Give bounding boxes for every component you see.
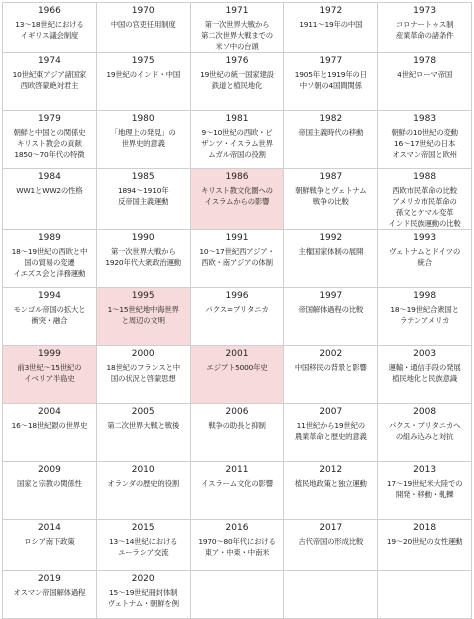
year-label: 1975 xyxy=(131,56,155,66)
topic-text: 13～18世紀における イギリス議会制度 xyxy=(15,20,84,40)
year-cell xyxy=(190,3,284,53)
year-label: 1976 xyxy=(225,56,249,66)
year-cell xyxy=(3,462,97,520)
year-cell xyxy=(3,230,97,288)
year-label: 2015 xyxy=(131,523,155,533)
year-cell xyxy=(284,111,378,169)
year-label: 1990 xyxy=(131,233,155,243)
topic-text: 帝国主義時代の移動 xyxy=(298,128,364,137)
topic-text: パクス・ブリタニカへ の組み込みと対抗 xyxy=(388,421,461,441)
year-label: 2020 xyxy=(131,574,155,584)
year-label: 2013 xyxy=(413,465,437,475)
year-cell xyxy=(96,520,190,571)
topic-text: 18～19世紀合衆国と ラテンアメリカ xyxy=(390,305,459,325)
topic-text: 1905年と1919年の日 中ソ朝の4国間関係 xyxy=(294,70,367,90)
table-row xyxy=(3,404,472,462)
topic-text: 18～19世紀の西欧と中 国の貿易の変遷 イエズス会と洋務運動 xyxy=(11,247,88,278)
year-label: 1997 xyxy=(319,291,343,301)
year-label: 1973 xyxy=(413,6,437,16)
table-row xyxy=(3,230,472,288)
year-label: 1994 xyxy=(37,291,61,301)
table-row xyxy=(3,53,472,111)
year-label: 1980 xyxy=(131,114,155,124)
year-label: 1971 xyxy=(225,6,249,16)
year-label: 2004 xyxy=(37,407,61,417)
year-cell xyxy=(3,571,97,619)
year-cell xyxy=(284,169,378,230)
year-label: 2011 xyxy=(225,465,249,475)
year-cell xyxy=(3,3,97,53)
year-cell xyxy=(284,288,378,346)
year-cell xyxy=(3,53,97,111)
topic-text: 19世紀の統一国家建設 鉄道と植民地化 xyxy=(200,70,274,90)
year-label: 1981 xyxy=(225,114,249,124)
year-label: 2009 xyxy=(37,465,61,475)
topic-text: 国家と宗教の関係性 xyxy=(17,479,82,488)
year-label: 1977 xyxy=(319,56,343,66)
year-cell xyxy=(96,111,190,169)
year-label: 2000 xyxy=(131,349,155,359)
year-cell xyxy=(378,346,472,404)
topic-text: オスマン帝国解体過程 xyxy=(13,588,86,597)
year-label: 1982 xyxy=(319,114,343,124)
year-cell xyxy=(378,520,472,571)
topic-text: 第一次世界大戦から 1920年代大衆政治運動 xyxy=(105,247,181,267)
topic-text: 古代帝国の形成比較 xyxy=(298,537,364,546)
year-label: 1979 xyxy=(37,114,61,124)
topic-text: 中国の官吏任用制度 xyxy=(110,20,176,29)
topic-text: WW1とWW2の性格 xyxy=(16,186,83,195)
topic-text: 帝国解体過程の比較 xyxy=(298,305,364,314)
year-cell xyxy=(3,520,97,571)
topic-text: 11世紀から19世紀の 農業革命と歴史的意義 xyxy=(294,421,367,441)
year-cell xyxy=(190,53,284,111)
year-label: 2012 xyxy=(319,465,343,475)
year-label: 1984 xyxy=(37,172,61,182)
topic-text: ヴェトナムとドイツの 統合 xyxy=(389,247,461,267)
topic-text: 19～20世紀の女性運動 xyxy=(386,537,463,546)
year-cell xyxy=(3,404,97,462)
empty-cell xyxy=(190,571,284,619)
topic-text: 1911～19年の中国 xyxy=(299,20,363,29)
topic-text: 第二次世界大戦と戦後 xyxy=(107,421,180,430)
year-label: 2018 xyxy=(413,523,437,533)
topic-text: 9～10世紀の西欧・ビ ザンツ・イスラム世界 ムガル帝国の役割 xyxy=(201,128,273,159)
year-label: 1983 xyxy=(413,114,437,124)
year-cell xyxy=(3,111,97,169)
year-label: 1993 xyxy=(413,233,437,243)
year-cell xyxy=(96,288,190,346)
year-cell xyxy=(190,346,284,404)
topic-text: モンゴル帝国の拡大と 衝突・融合 xyxy=(13,305,86,325)
year-cell xyxy=(96,53,190,111)
topic-text: 西欧市民革命の比較 アメリカ市民革命の 孫文とケマル変革 インド民族運動の比較 xyxy=(388,186,461,228)
year-cell xyxy=(96,3,190,53)
year-cell xyxy=(3,346,97,404)
year-cell xyxy=(96,346,190,404)
table-row xyxy=(3,571,472,619)
year-label: 2003 xyxy=(413,349,437,359)
year-cell xyxy=(378,3,472,53)
year-label: 1995 xyxy=(131,291,155,301)
topic-text: 17～19世紀米大陸での 開発・移動・軋轢 xyxy=(386,479,463,499)
year-cell xyxy=(378,169,472,230)
year-cell xyxy=(190,404,284,462)
topic-text: 10～17世紀西アジア・ 西欧・南アジアの体制 xyxy=(199,247,275,267)
table-row xyxy=(3,169,472,230)
topic-text: エジプト5000年史 xyxy=(206,363,268,372)
topic-text: 13～14世紀における ユーラシア交流 xyxy=(109,537,178,557)
year-label: 2016 xyxy=(225,523,249,533)
year-label: 2007 xyxy=(319,407,343,417)
year-label: 2008 xyxy=(413,407,437,417)
year-label: 2002 xyxy=(319,349,343,359)
year-label: 1989 xyxy=(37,233,61,243)
topic-text: イスラーム文化の影響 xyxy=(201,479,273,488)
year-label: 1974 xyxy=(37,56,61,66)
year-label: 1972 xyxy=(319,6,343,16)
topic-text: コロナートゥス制 産業革命の諸条件 xyxy=(395,20,454,40)
year-cell xyxy=(96,169,190,230)
year-cell xyxy=(378,288,472,346)
year-label: 1999 xyxy=(37,349,61,359)
year-cell xyxy=(284,520,378,571)
year-cell xyxy=(96,462,190,520)
topic-text: 中国移民の背景と影響 xyxy=(294,363,367,372)
table-row xyxy=(3,462,472,520)
year-cell xyxy=(190,462,284,520)
year-label: 2019 xyxy=(37,574,61,584)
year-label: 1988 xyxy=(413,172,437,182)
empty-cell xyxy=(284,571,378,619)
empty-cell xyxy=(378,571,472,619)
year-cell xyxy=(190,288,284,346)
topic-text: 運輸・通信手段の発展 植民地化と民族意識 xyxy=(388,363,461,383)
year-label: 1991 xyxy=(225,233,249,243)
topic-text: 朝鮮と中国との関係史 キリスト教会の貢献 1850～70年代の特徴 xyxy=(13,128,86,159)
year-label: 1970 xyxy=(131,6,155,16)
topic-text: 1970～80年代における 東ア・中東・中南米 xyxy=(198,537,276,557)
topic-text: 19世紀のインド・中国 xyxy=(106,70,181,79)
year-cell xyxy=(378,404,472,462)
year-cell xyxy=(378,53,472,111)
year-label: 2005 xyxy=(131,407,155,417)
topic-text: 朝鮮戦争とヴェトナム 戦争の比較 xyxy=(295,186,367,206)
exam-topic-table-container xyxy=(2,2,472,608)
topic-text: 15～19世紀冊封体制 ヴェトナム・朝鮮を例 xyxy=(107,588,179,608)
exam-topic-table xyxy=(2,2,472,619)
year-cell xyxy=(190,169,284,230)
year-cell xyxy=(284,230,378,288)
topic-text: 16～18世紀銀の世界史 xyxy=(11,421,88,430)
topic-text: キリスト教文化圏への イスラムからの影響 xyxy=(201,186,273,206)
year-cell xyxy=(190,230,284,288)
year-cell xyxy=(284,404,378,462)
year-cell xyxy=(96,404,190,462)
year-label: 1985 xyxy=(131,172,155,182)
year-label: 1992 xyxy=(319,233,343,243)
year-label: 1996 xyxy=(225,291,249,301)
year-label: 2014 xyxy=(37,523,61,533)
year-cell xyxy=(190,111,284,169)
table-row xyxy=(3,520,472,571)
year-cell xyxy=(284,53,378,111)
year-label: 1987 xyxy=(319,172,343,182)
topic-text: 前3世紀～15世紀の イベリア半島史 xyxy=(17,363,82,383)
table-row xyxy=(3,3,472,53)
year-cell xyxy=(378,230,472,288)
year-label: 2010 xyxy=(131,465,155,475)
topic-text: 1894～1910年 反帝国主義運動 xyxy=(117,186,169,206)
topic-text: 朝鮮の10世紀の変動 16～17世紀の日本 オスマン帝国と欧州 xyxy=(391,128,458,159)
year-cell xyxy=(284,462,378,520)
year-label: 1978 xyxy=(413,56,437,66)
year-cell xyxy=(284,346,378,404)
topic-text: 10世紀東アジア諸国家 西欧啓蒙絶対君主 xyxy=(12,70,87,90)
topic-text: 1～15世紀地中海世界 と周辺の文明 xyxy=(107,305,179,325)
year-cell xyxy=(3,169,97,230)
table-row xyxy=(3,346,472,404)
topic-text: 主権国家体制の展開 xyxy=(298,247,364,256)
year-label: 1966 xyxy=(37,6,61,16)
year-label: 2001 xyxy=(225,349,249,359)
topic-text: 4世紀ローマ帝国 xyxy=(397,70,453,79)
topic-text: 戦争の助長と抑制 xyxy=(208,421,266,430)
table-row xyxy=(3,288,472,346)
topic-text: パクス=ブリタニカ xyxy=(205,305,269,314)
topic-text: オランダの歴史的役割 xyxy=(107,479,179,488)
topic-text: 植民地政策と独立運動 xyxy=(294,479,367,488)
year-label: 2017 xyxy=(319,523,343,533)
year-label: 2006 xyxy=(225,407,249,417)
year-cell xyxy=(96,571,190,619)
table-row xyxy=(3,111,472,169)
year-label: 1998 xyxy=(413,291,437,301)
year-cell xyxy=(190,520,284,571)
topic-text: 「地理上の発見」の 世界史的意義 xyxy=(110,128,176,148)
year-cell xyxy=(284,3,378,53)
year-cell xyxy=(378,462,472,520)
topic-text: 第一次世界大戦から 第二次世界大戦までの 米ソ中の台頭 xyxy=(201,20,273,51)
topic-text: 18世紀のフランスと中 国の状況と啓蒙思想 xyxy=(106,363,180,383)
year-cell xyxy=(378,111,472,169)
year-cell xyxy=(3,288,97,346)
year-cell xyxy=(96,230,190,288)
year-label: 1986 xyxy=(225,172,249,182)
topic-text: ロシア南下政策 xyxy=(24,537,75,546)
